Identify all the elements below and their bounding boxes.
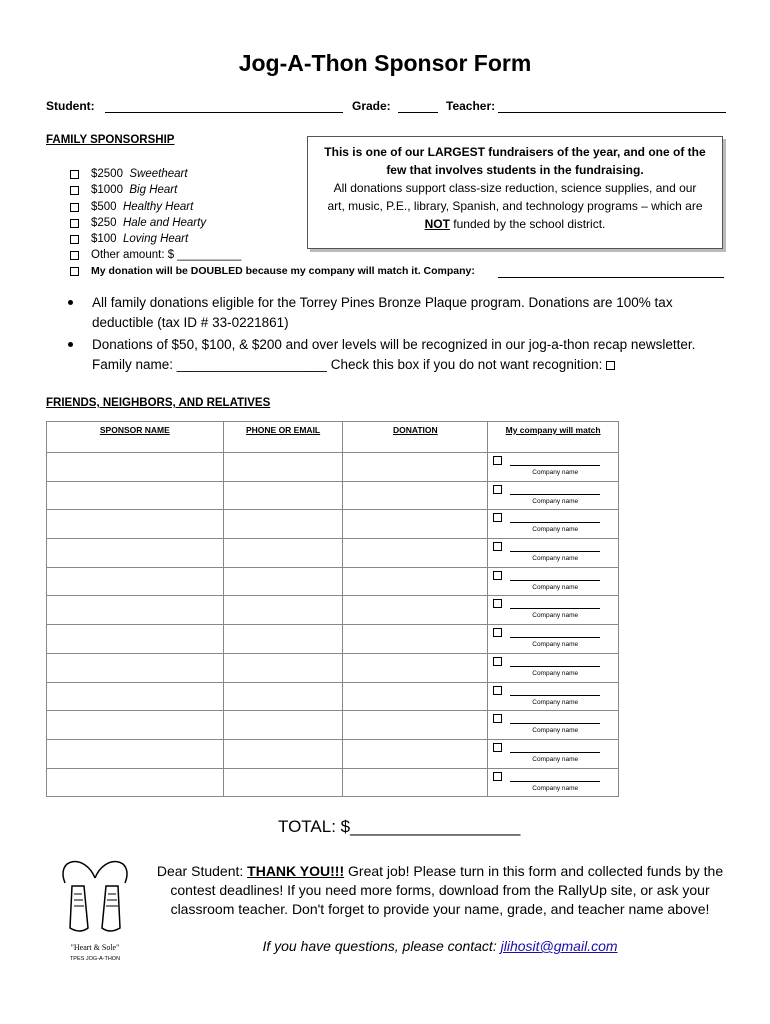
company-match [488, 596, 618, 624]
company-name-caption: Company name [532, 555, 579, 563]
company-match-cell [488, 653, 619, 682]
bullet-icon [68, 300, 73, 305]
phone-email-cell[interactable] [223, 510, 343, 539]
student-label: Student: [46, 99, 95, 113]
grade-label: Grade: [352, 99, 391, 113]
company-name-caption: Company name [532, 583, 579, 591]
table-row [47, 596, 619, 625]
option-other[interactable] [70, 247, 241, 263]
sponsor-name-cell[interactable] [47, 739, 224, 768]
company-name-line[interactable] [510, 666, 600, 667]
option-name: Big Heart [129, 184, 178, 196]
bullet-icon [68, 342, 73, 347]
table-row [47, 682, 619, 711]
sponsor-name-cell[interactable] [47, 625, 224, 654]
donation-cell[interactable] [343, 625, 488, 654]
checkbox[interactable] [493, 772, 502, 781]
option-name: Healthy Heart [122, 201, 194, 213]
donation-cell[interactable] [343, 510, 488, 539]
company-name-line[interactable] [510, 580, 600, 581]
donation-cell[interactable] [343, 711, 488, 740]
company-match [488, 654, 618, 682]
bullet-plaque [68, 293, 673, 333]
company-name-line[interactable] [510, 781, 600, 782]
no-recognition-checkbox[interactable] [606, 361, 615, 370]
checkbox[interactable] [493, 628, 502, 637]
table-row [47, 453, 619, 482]
checkbox[interactable] [493, 599, 502, 608]
company-name-caption: Company name [532, 612, 579, 620]
sponsor-name-cell[interactable] [47, 682, 224, 711]
company-match [488, 625, 618, 653]
phone-email-cell[interactable] [223, 739, 343, 768]
box-line4: art, music, P.E., library, Spanish, and technology programs – which are [327, 199, 703, 213]
table-header-row [47, 422, 619, 453]
page-title: Jog-A-Thon Sponsor Form [238, 50, 532, 76]
sponsor-name-cell[interactable] [47, 653, 224, 682]
company-name-caption: Company name [532, 727, 579, 735]
checkbox[interactable] [493, 657, 502, 666]
sponsor-name-cell[interactable] [47, 567, 224, 596]
box-not: NOT [424, 217, 450, 231]
company-name-caption: Company name [532, 669, 579, 677]
option-amount: $2500 [91, 168, 123, 180]
phone-email-cell[interactable] [223, 481, 343, 510]
doubled-label: My donation will be DOUBLED because my company will match it. Company: [91, 265, 475, 277]
option-name: Sweetheart [129, 168, 188, 180]
checkbox[interactable] [493, 714, 502, 723]
info-box [307, 136, 723, 249]
company-name-line[interactable] [510, 494, 600, 495]
donation-cell[interactable] [343, 567, 488, 596]
dear-student: Dear Student: [156, 863, 248, 879]
company-match [488, 740, 618, 768]
donation-cell[interactable] [343, 481, 488, 510]
recognition-label: Check this box if you do not want recognition: [326, 357, 607, 372]
contact-email-link[interactable]: jlihosit@gmail.com [500, 938, 618, 954]
thanks-line2: contest deadlines! If you need more forms, download from the RallyUp site, or ask your [170, 882, 710, 898]
bullet-text: Donations of $50, $100, & $200 and over levels will be recognized in our jog-a-thon recap newsletter. [92, 337, 696, 352]
checkbox[interactable] [493, 686, 502, 695]
phone-email-cell[interactable] [223, 625, 343, 654]
col-phone-email: PHONE OR EMAIL [223, 422, 343, 453]
checkbox[interactable] [493, 456, 502, 465]
donation-cell[interactable] [343, 653, 488, 682]
company-match-cell [488, 453, 619, 482]
table-row [47, 510, 619, 539]
company-name-line[interactable] [510, 608, 600, 609]
phone-email-cell[interactable] [223, 653, 343, 682]
company-match [488, 539, 618, 567]
box-line2: few that involves students in the fundraising. [386, 163, 644, 177]
donation-cell[interactable] [343, 596, 488, 625]
company-match-cell [488, 481, 619, 510]
company-match [488, 453, 618, 481]
teacher-label: Teacher: [446, 99, 496, 113]
bullet-text: deductible (tax ID # 33-0221861) [92, 315, 289, 330]
table-row [47, 711, 619, 740]
company-name-line[interactable] [510, 723, 600, 724]
company-name-caption: Company name [532, 755, 579, 763]
family-sponsorship-heading: FAMILY SPONSORSHIP [46, 134, 175, 146]
company-match [488, 482, 618, 510]
company-match [488, 510, 618, 538]
friends-heading: FRIENDS, NEIGHBORS, AND RELATIVES [46, 397, 271, 409]
company-match [488, 683, 618, 711]
sponsor-name-cell[interactable] [47, 481, 224, 510]
company-match [488, 769, 618, 797]
thanks-line3: classroom teacher. Don't forget to provide your name, grade, and teacher name above! [170, 901, 710, 917]
logo-subtext: TPES JOG-A-THON [69, 956, 121, 962]
option-amount: $250 [91, 217, 117, 229]
checkbox[interactable] [493, 542, 502, 551]
company-name-line[interactable] [510, 637, 600, 638]
sponsor-name-cell[interactable] [47, 539, 224, 568]
donation-cell[interactable] [343, 453, 488, 482]
donation-cell[interactable] [343, 682, 488, 711]
phone-email-cell[interactable] [223, 453, 343, 482]
company-match-cell [488, 739, 619, 768]
option-doubled[interactable] [70, 263, 475, 279]
checkbox[interactable] [493, 513, 502, 522]
thank-you-message [150, 862, 730, 919]
student-field[interactable] [105, 100, 343, 113]
option-250[interactable] [70, 215, 206, 231]
company-name-caption: Company name [532, 698, 579, 706]
option-name: Hale and Hearty [122, 217, 207, 229]
donation-cell[interactable] [343, 739, 488, 768]
other-amount-label: Other amount: $ __________ [91, 249, 242, 261]
table-row [47, 625, 619, 654]
company-name-caption: Company name [532, 641, 579, 649]
bullet-text: All family donations eligible for the Torrey Pines Bronze Plaque program. Donations are 100% tax [92, 295, 673, 310]
phone-email-cell[interactable] [223, 682, 343, 711]
company-name-caption: Company name [532, 469, 579, 476]
sponsor-table [46, 421, 619, 797]
phone-email-cell[interactable] [223, 711, 343, 740]
col-donation: DONATION [343, 422, 488, 453]
company-match-cell [488, 625, 619, 654]
thanks-rest: Great job! Please turn in this form and collected funds by the [344, 863, 724, 879]
company-name-caption: Company name [532, 526, 579, 534]
checkbox[interactable] [70, 170, 79, 179]
total-label: TOTAL: $__________________ [278, 817, 521, 836]
company-match [488, 568, 618, 596]
company-match-cell [488, 768, 619, 797]
contact-text: If you have questions, please contact: [262, 938, 501, 954]
checkbox[interactable] [70, 203, 79, 212]
option-amount: $500 [91, 201, 117, 213]
checkbox[interactable] [493, 485, 502, 494]
company-name-line[interactable] [510, 522, 600, 523]
sponsor-name-cell[interactable] [47, 596, 224, 625]
company-match-cell [488, 711, 619, 740]
table-row [47, 739, 619, 768]
company-name-line[interactable] [510, 465, 600, 466]
bullet-recognition [68, 335, 695, 375]
checkbox[interactable] [493, 743, 502, 752]
company-name-line[interactable] [510, 695, 600, 696]
box-line1: This is one of our LARGEST fundraisers of the year, and one of the [324, 145, 706, 159]
phone-email-cell[interactable] [223, 539, 343, 568]
sponsor-name-cell[interactable] [47, 453, 224, 482]
sponsor-name-cell[interactable] [47, 510, 224, 539]
company-match [488, 711, 618, 739]
table-row [47, 539, 619, 568]
option-2500[interactable] [70, 166, 188, 182]
heart-and-sole-logo [50, 848, 140, 968]
checkbox[interactable] [70, 219, 79, 228]
option-100[interactable] [70, 231, 188, 247]
sponsor-name-cell[interactable] [47, 768, 224, 797]
company-match-cell [488, 596, 619, 625]
table-row [47, 768, 619, 797]
company-match-cell [488, 567, 619, 596]
checkbox[interactable] [70, 251, 79, 260]
donation-cell[interactable] [343, 539, 488, 568]
checkbox[interactable] [70, 186, 79, 195]
company-match-cell [488, 510, 619, 539]
col-sponsor-name: SPONSOR NAME [47, 422, 224, 453]
contact-line [150, 938, 730, 954]
family-name-field[interactable]: Family name: ____________________ [92, 357, 327, 372]
company-name-caption: Company name [532, 497, 579, 505]
option-amount: $1000 [91, 184, 123, 196]
company-field[interactable] [498, 265, 724, 278]
company-name-line[interactable] [510, 752, 600, 753]
grade-field[interactable] [398, 100, 438, 113]
phone-email-cell[interactable] [223, 567, 343, 596]
table-row [47, 653, 619, 682]
company-name-caption: Company name [532, 784, 579, 792]
company-name-line[interactable] [510, 551, 600, 552]
phone-email-cell[interactable] [223, 596, 343, 625]
thank-you-text: THANK YOU!!! [247, 863, 345, 879]
donation-cell[interactable] [343, 768, 488, 797]
company-match-cell [488, 682, 619, 711]
option-name: Loving Heart [122, 233, 189, 245]
table-row [47, 481, 619, 510]
option-amount: $100 [91, 233, 117, 245]
checkbox[interactable] [493, 571, 502, 580]
box-line3: All donations support class-size reduction, science supplies, and our [333, 181, 697, 195]
col-company-match: My company will match [488, 422, 619, 453]
table-row [47, 567, 619, 596]
option-1000[interactable] [70, 182, 177, 198]
sponsor-name-cell[interactable] [47, 711, 224, 740]
company-match-cell [488, 539, 619, 568]
logo-text: "Heart & Sole" [70, 943, 120, 952]
option-500[interactable] [70, 199, 193, 215]
checkbox[interactable] [70, 235, 79, 244]
phone-email-cell[interactable] [223, 768, 343, 797]
teacher-field[interactable] [498, 100, 726, 113]
box-line5: funded by the school district. [449, 217, 606, 231]
checkbox[interactable] [70, 267, 79, 276]
